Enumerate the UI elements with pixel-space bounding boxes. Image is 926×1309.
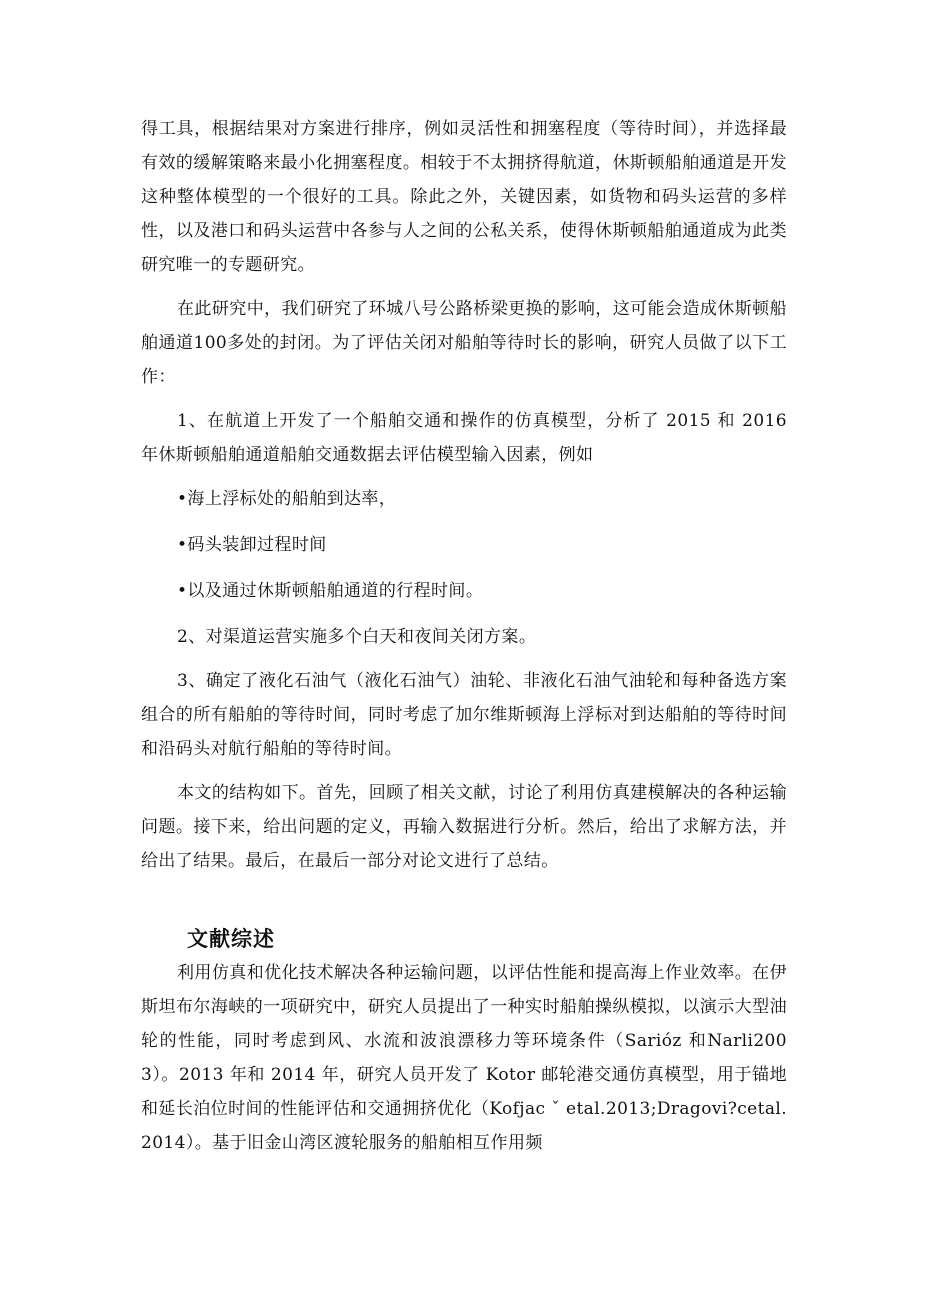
bullet-transit-time: •以及通过休斯顿船舶通道的行程时间。 [177,581,484,601]
paragraph-structure: 本文的结构如下。首先，回顾了相关文献，讨论了利用仿真建模解决的各种运输问题。接下来，给出问题的定义，再输入数据进行分析。然后，给出了求解方法，并给出了结果。最后，在最后一部分对论文进行了总结。 [141,783,787,871]
paragraph-item-1: 1、在航道上开发了一个船舶交通和操作的仿真模型，分析了 2015 和 2016 年休斯顿船舶通道船舶交通数据去评估模型输入因素，例如 [141,411,787,465]
bullet-terminal-handling: •码头装卸过程时间 [177,535,327,555]
bullet-arrival-rate: •海上浮标处的船舶到达率， [177,489,397,509]
paragraph-study-scope: 在此研究中，我们研究了环城八号公路桥梁更换的影响，这可能会造成休斯顿船舶通道100多处的封闭。为了评估关闭对船舶等待时长的影响，研究人员做了以下工作： [141,299,787,387]
paragraph-literature-review: 利用仿真和优化技术解决各种运输问题，以评估性能和提高海上作业效率。在伊斯坦布尔海峡的一项研究中，研究人员提出了一种实时船舶操纵模拟，以演示大型油轮的性能，同时考虑到风、水流和波浪漂移力等环境条件（Sarióz 和Narli2003）。2013 年和 2014 年，研究人员开发了 Kotor 邮轮港交通仿真模型，用于锚地和延长泊位时间的性能评估和交通拥挤优化（Kofjac ˇ etal.2013;Dragovi?cetal.2014）。基于旧金山湾区渡轮服务的船舶相互作用频 [141,963,787,1153]
paragraph-item-2: 2、对渠道运营实施多个白天和夜间关闭方案。 [177,627,537,647]
document-page [141,112,787,1170]
paragraph-item-3: 3、确定了液化石油气（液化石油气）油轮、非液化石油气油轮和每种备选方案组合的所有船舶的等待时间，同时考虑了加尔维斯顿海上浮标对到达船舶的等待时间和沿码头对航行船舶的等待时间。 [141,671,787,759]
section-heading-literature-review: 文献综述 [187,927,275,951]
paragraph-intro-continuation: 得工具，根据结果对方案进行排序，例如灵活性和拥塞程度（等待时间），并选择最有效的缓解策略来最小化拥塞程度。相较于不太拥挤得航道，休斯顿船舶通道是开发这种整体模型的一个很好的工具。除此之外，关键因素，如货物和码头运营的多样性，以及港口和码头运营中各参与人之间的公私关系，使得休斯顿船舶通道成为此类研究唯一的专题研究。 [141,119,787,275]
